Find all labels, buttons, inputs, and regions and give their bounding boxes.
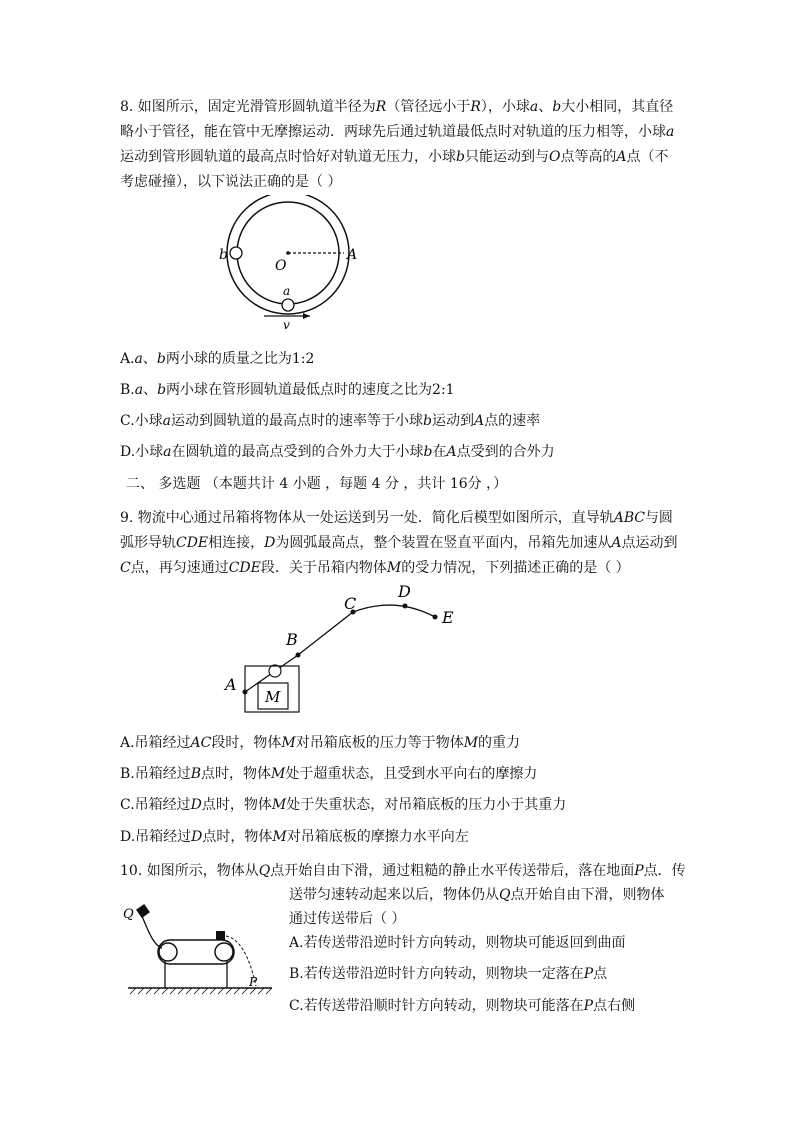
- q8-figure: [212, 195, 372, 335]
- ball-b: [230, 247, 242, 259]
- q8-option-a: A.𝑎、𝑏两小球的质量之比为1:2: [120, 351, 315, 367]
- q9-line-1: 9. 物流中心通过吊箱将物体从一处运送到另一处．简化后模型如图所示，直导轨𝐴𝐵𝐶与圆: [120, 510, 673, 526]
- q8-option-d: D.小球𝑎在圆轨道的最高点受到的合外力大于小球𝑏在𝐴点受到的合外力: [120, 444, 555, 460]
- label-b: B: [286, 630, 298, 649]
- label-o: O: [275, 258, 287, 274]
- q9-line-2: 弧形导轨𝐶𝐷𝐸相连接，𝐷为圆弧最高点，整个装置在竖直平面内，吊箱先加速从𝐴点运动到: [120, 535, 678, 551]
- label-e: E: [442, 608, 454, 627]
- label-m: M: [265, 688, 281, 706]
- q9-line-3: 𝐶点，再匀速通过𝐶𝐷𝐸段．关于吊箱内物体𝑀的受力情况，下列描述正确的是（ ）: [120, 560, 630, 576]
- hook-ring: [269, 665, 281, 677]
- q9-option-c: C.吊箱经过𝐷点时，物体𝑀处于失重状态，对吊箱底板的压力小于其重力: [120, 797, 567, 813]
- q10-line-1: 10. 如图所示，物体从𝑄点开始自由下滑，通过粗糙的静止水平传送带后，落在地面𝑃点．传: [120, 863, 686, 879]
- pulley-left: [159, 943, 177, 961]
- q10-line-3: 通过传送带后（ ）: [289, 911, 406, 927]
- label-d: D: [398, 582, 411, 601]
- q8-option-c: C.小球𝑎运动到圆轨道的最高点时的速率等于小球𝑏运动到𝐴点的速率: [120, 413, 541, 429]
- object-q: [136, 904, 150, 918]
- q10-option-b: B.若传送带沿逆时针方向转动，则物块一定落在𝑃点: [289, 966, 608, 982]
- section-heading: 二、 多选题 （本题共计 4 小题 ，每题 4 分 ，共计 16分 ，）: [126, 476, 508, 492]
- q8-line-2: 略小于管径，能在管中无摩擦运动．两球先后通过轨道最低点时对轨道的压力相等，小球𝑎: [120, 124, 675, 140]
- label-a: A: [225, 675, 237, 694]
- label-a-point: A: [347, 247, 358, 263]
- q10-option-a: A.若传送带沿逆时针方向转动，则物块可能返回到曲面: [289, 935, 626, 951]
- curved-slope: [142, 916, 162, 948]
- label-p: P: [249, 975, 258, 989]
- label-c: C: [344, 594, 357, 613]
- label-b: b: [219, 247, 228, 263]
- q10-option-c: C.若传送带沿顺时针方向转动，则物块可能落在𝑃点右侧: [289, 998, 636, 1014]
- q8-line-3: 运动到管形圆轨道的最高点时恰好对轨道无压力，小球𝑏只能运动到与𝑂点等高的𝐴点（不: [120, 149, 669, 165]
- label-a-ball: a: [283, 284, 291, 298]
- q10-figure: [120, 896, 280, 1004]
- q8-line-4: 考虑碰撞），以下说法正确的是（ ）: [120, 174, 342, 190]
- pulley-right: [215, 943, 233, 961]
- ball-a: [282, 299, 294, 311]
- q9-option-b: B.吊箱经过𝐵点时，物体𝑀处于超重状态，且受到水平向右的摩擦力: [120, 766, 538, 782]
- label-q: Q: [123, 907, 134, 922]
- q9-option-d: D.吊箱经过𝐷点时，物体𝑀对吊箱底板的摩擦力水平向左: [120, 829, 469, 845]
- q10-line-2: 送带匀速转动起来以后，物体仍从𝑄点开始自由下滑，则物体: [289, 887, 665, 903]
- q9-figure: [220, 578, 470, 718]
- q8-option-b: B.𝑎、𝑏两小球在管形圆轨道最低点时的速度之比为2:1: [120, 382, 455, 398]
- q8-line-1: 8. 如图所示，固定光滑管形圆轨道半径为𝑅（管径远小于𝑅），小球𝑎、𝑏大小相同，其直径: [120, 99, 674, 115]
- guide-rail: [245, 605, 435, 692]
- q9-option-a: A.吊箱经过𝐴𝐶段时，物体𝑀对吊箱底板的压力等于物体𝑀的重力: [120, 735, 521, 751]
- object-on-belt: [216, 931, 225, 940]
- label-v: v: [283, 318, 290, 332]
